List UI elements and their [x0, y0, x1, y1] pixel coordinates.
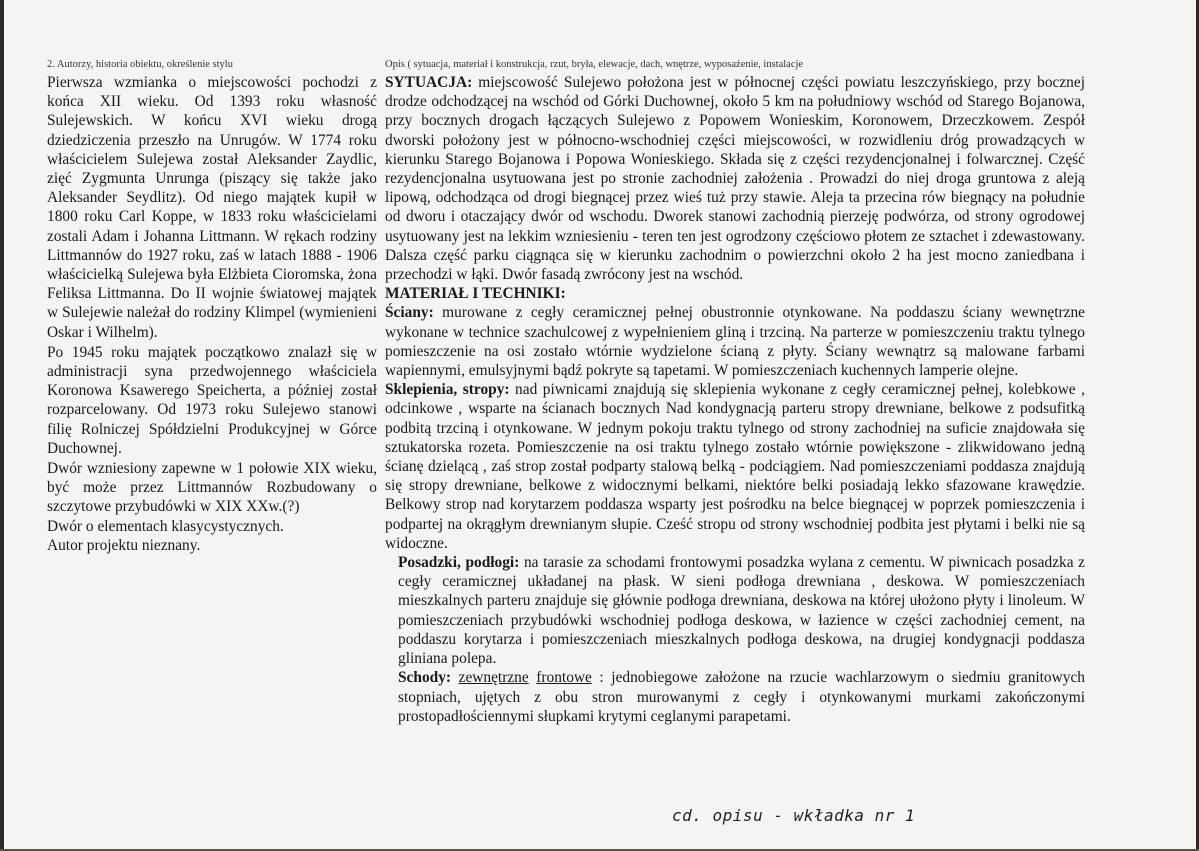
sciany-text: murowane z cegły ceramicznej pełnej obustronnie otynkowane. Na poddaszu ściany wewnętrzne wykonane w technice szachulcowej z wypełnieniem gliną i trzciną. Na parterze w pomieszczeniu traktu tylnego pomieszczenie na osi zostało wtórnie wydzielone ścianą z płyty. Ściany wewnątrz są malowane farbami wapiennymi, emulsyjnymi bądź pokryte są tapetami. W pomieszczeniach kuchennych lamperie olejne. [385, 304, 1085, 380]
sytuacja-text: miejscowość Sulejewo położona jest w północnej części powiatu leszczyńskiego, przy bocznej drodze odchodzącej na wschód od Górki Duchownej, około 5 km na południowy wschód od Starego Bojanowa, przy bocznych drogach łączących Sulejewo z Popowem Wonieskim, Koronowem, Drzeczkowem. Zespół dworski położony jest w północno-wschodniej części miejscowości, w rozwidleniu dróg prowadzących w kierunku Starego Bojanowa i Popowa Wonieskiego. Składa się z części rezydencjonalnej i folwarcznej. Część rezydencjonalna usytuowana jest po stronie zachodniej założenia . Prowadzi do niej droga gruntowa z aleją lipową, odchodząca od drogi biegnącej przez wieś tuż przy stawie. Aleja ta przecina rów biegnący na południe od dworu i otaczający dwór od wschodu. Dworek stanowi zachodnią pierzeję podwórza, od strony ogrodowej usytuowany jest na lekkim wzniesieniu - teren ten jest ogrodzony częściowo płotem ze sztachet i zdewastowany. Dalsza część parku ciągnąca się w kierunku zachodnim o powierzchni około 2 ha jest mocno zaniedbana i przechodzi w łąki. Dwór fasadą zwrócony jest na wschód. [385, 74, 1085, 284]
history-paragraph-3: Dwór wzniesiony zapewne w 1 połowie XIX wieku, być może przez Littmannów Rozbudowany o szczytowe przybudówki w XIX XXw.(?) [47, 460, 377, 516]
history-paragraph-4: Dwór o elementach klasycystycznych. [47, 517, 284, 535]
history-paragraph-2: Po 1945 roku majątek początkowo znalazł się w administracji syna przedwojennego właściciela Koronowa Ksawerego Speicherta, a później został rozparcelowany. Od 1973 roku Sulejewo stanowi filię Rolniczej Spółdzielni Produkcyjnej w Górce Duchownej. [47, 343, 377, 457]
history-paragraph-1: Pierwsza wzmianka o miejscowości pochodzi z końca XII wieku. Od 1393 roku własność Sulejewskich. W końcu XVI wieku drogą dziedziczenia przeszło na Unrugów. W 1774 roku właścicielem Sulejewa został Aleksander Zaydlic, zięć Zygmunta Unrunga (piszący się także jako Aleksander Seydlitz). Od niego majątek kupił w 1800 roku Carl Koppe, w 1833 roku właścicielami zostali Adam i Johanna Littmann. W rękach rodziny Littmannów do 1927 roku, zaś w latach 1888 - 1906 właścicielką Sulejewa była Elżbieta Cioromska, żona Feliksa Littmanna. Do II wojnie światowej majątek w Sulejewie należał do rodziny Klimpel (wymienieni Oskar i Wilhelm). [47, 74, 377, 341]
sciany-paragraph [385, 303, 1085, 380]
posadzki-text: na tarasie za schodami frontowymi posadzka wylana z cementu. W piwnicach posadzka z cegły ceramicznej układanej na płask. W sieni podłoga drewniana , deskowa. W pomieszczeniach mieszkalnych parteru znajduje się głównie podłoga drewniana, deskowa na której ułożono płyty i linoleum. W pomieszczeniach przybudówki wschodniej podłoga deskowa, w łazience w części zachodniej cement, na poddaszu korytarza i pomieszczeniach mieszkalnych podłoga deskowa, na drugiej kondygnacji poddasza gliniana polepa. [398, 554, 1085, 668]
schody-label: Schody: [398, 669, 452, 687]
posadzki-paragraph [385, 553, 1085, 668]
history-column [47, 58, 377, 555]
schody-underline-zewnetrzne: zewnętrzne [458, 669, 529, 687]
scan-edge-left [0, 0, 4, 851]
sklepienia-text: nad piwnicami znajdują się sklepienia wykonane z cegły ceramicznej pełnej, kolebkowe , odcinkowe , wsparte na ścianach bocznych Nad kondygnacją parteru stropy drewniane, belkowe z podsufitką podbitą trzciną i otynkowane. W jednym pokoju traktu tylnego od strony zachodniej na suficie znajdowała się sztukatorska rozeta. Pomieszczenie na osi traktu tylnego zostało wtórnie powiększone - zlikwidowano jedną ścianę dzielącą , zaś strop został podparty stalową belką - podciągiem. Nad pomieszczeniami poddasza znajdują się stropy drewniane, belkowe z widocznymi belkami, niektóre belki posiadają lekko sfazowane krawędzie. Belkowy strop nad korytarzem poddasza wsparty jest pośrodku na belce biegnącej w poprzek pomieszczenia i podpartej na okrągłym drewnianym słupie. Cześć stropu od strony wschodniej podbita jest płytami i belki nie są widoczne. [385, 381, 1085, 552]
posadzki-label: Posadzki, podłogi: [398, 554, 520, 572]
schody-text: : jednobiegowe założone na rzucie wachlarzowym o siedmiu granitowych stopniach, ujętych z obu stron murowanymi z cegły i otynkowanymi murkami zakończonymi prostopadłościennymi słupkami krytymi ceglanymi parapetami. [398, 669, 1085, 725]
description-header: Opis ( sytuacja, materiał i konstrukcja, rzut, bryła, elewacje, dach, wnętrze, wyposażenie, instalacje [385, 59, 804, 70]
sklepienia-label: Sklepienia, stropy: [385, 381, 510, 399]
history-paragraph-5: Autor projektu nieznany. [47, 536, 201, 554]
schody-paragraph [385, 668, 1085, 726]
handwritten-note: cd. opisu - wkładka nr 1 [672, 806, 916, 825]
sytuacja-paragraph [385, 73, 1085, 284]
schody-underline-frontowe: frontowe [536, 669, 592, 687]
history-header: 2. Autorzy, historia obiektu, określenie stylu [47, 59, 233, 70]
sklepienia-paragraph [385, 380, 1085, 553]
material-heading: MATERIAŁ I TECHNIKI: [385, 285, 566, 303]
description-column [385, 58, 1085, 726]
sciany-label: Ściany: [385, 304, 434, 322]
sytuacja-label: SYTUACJA: [385, 74, 473, 91]
